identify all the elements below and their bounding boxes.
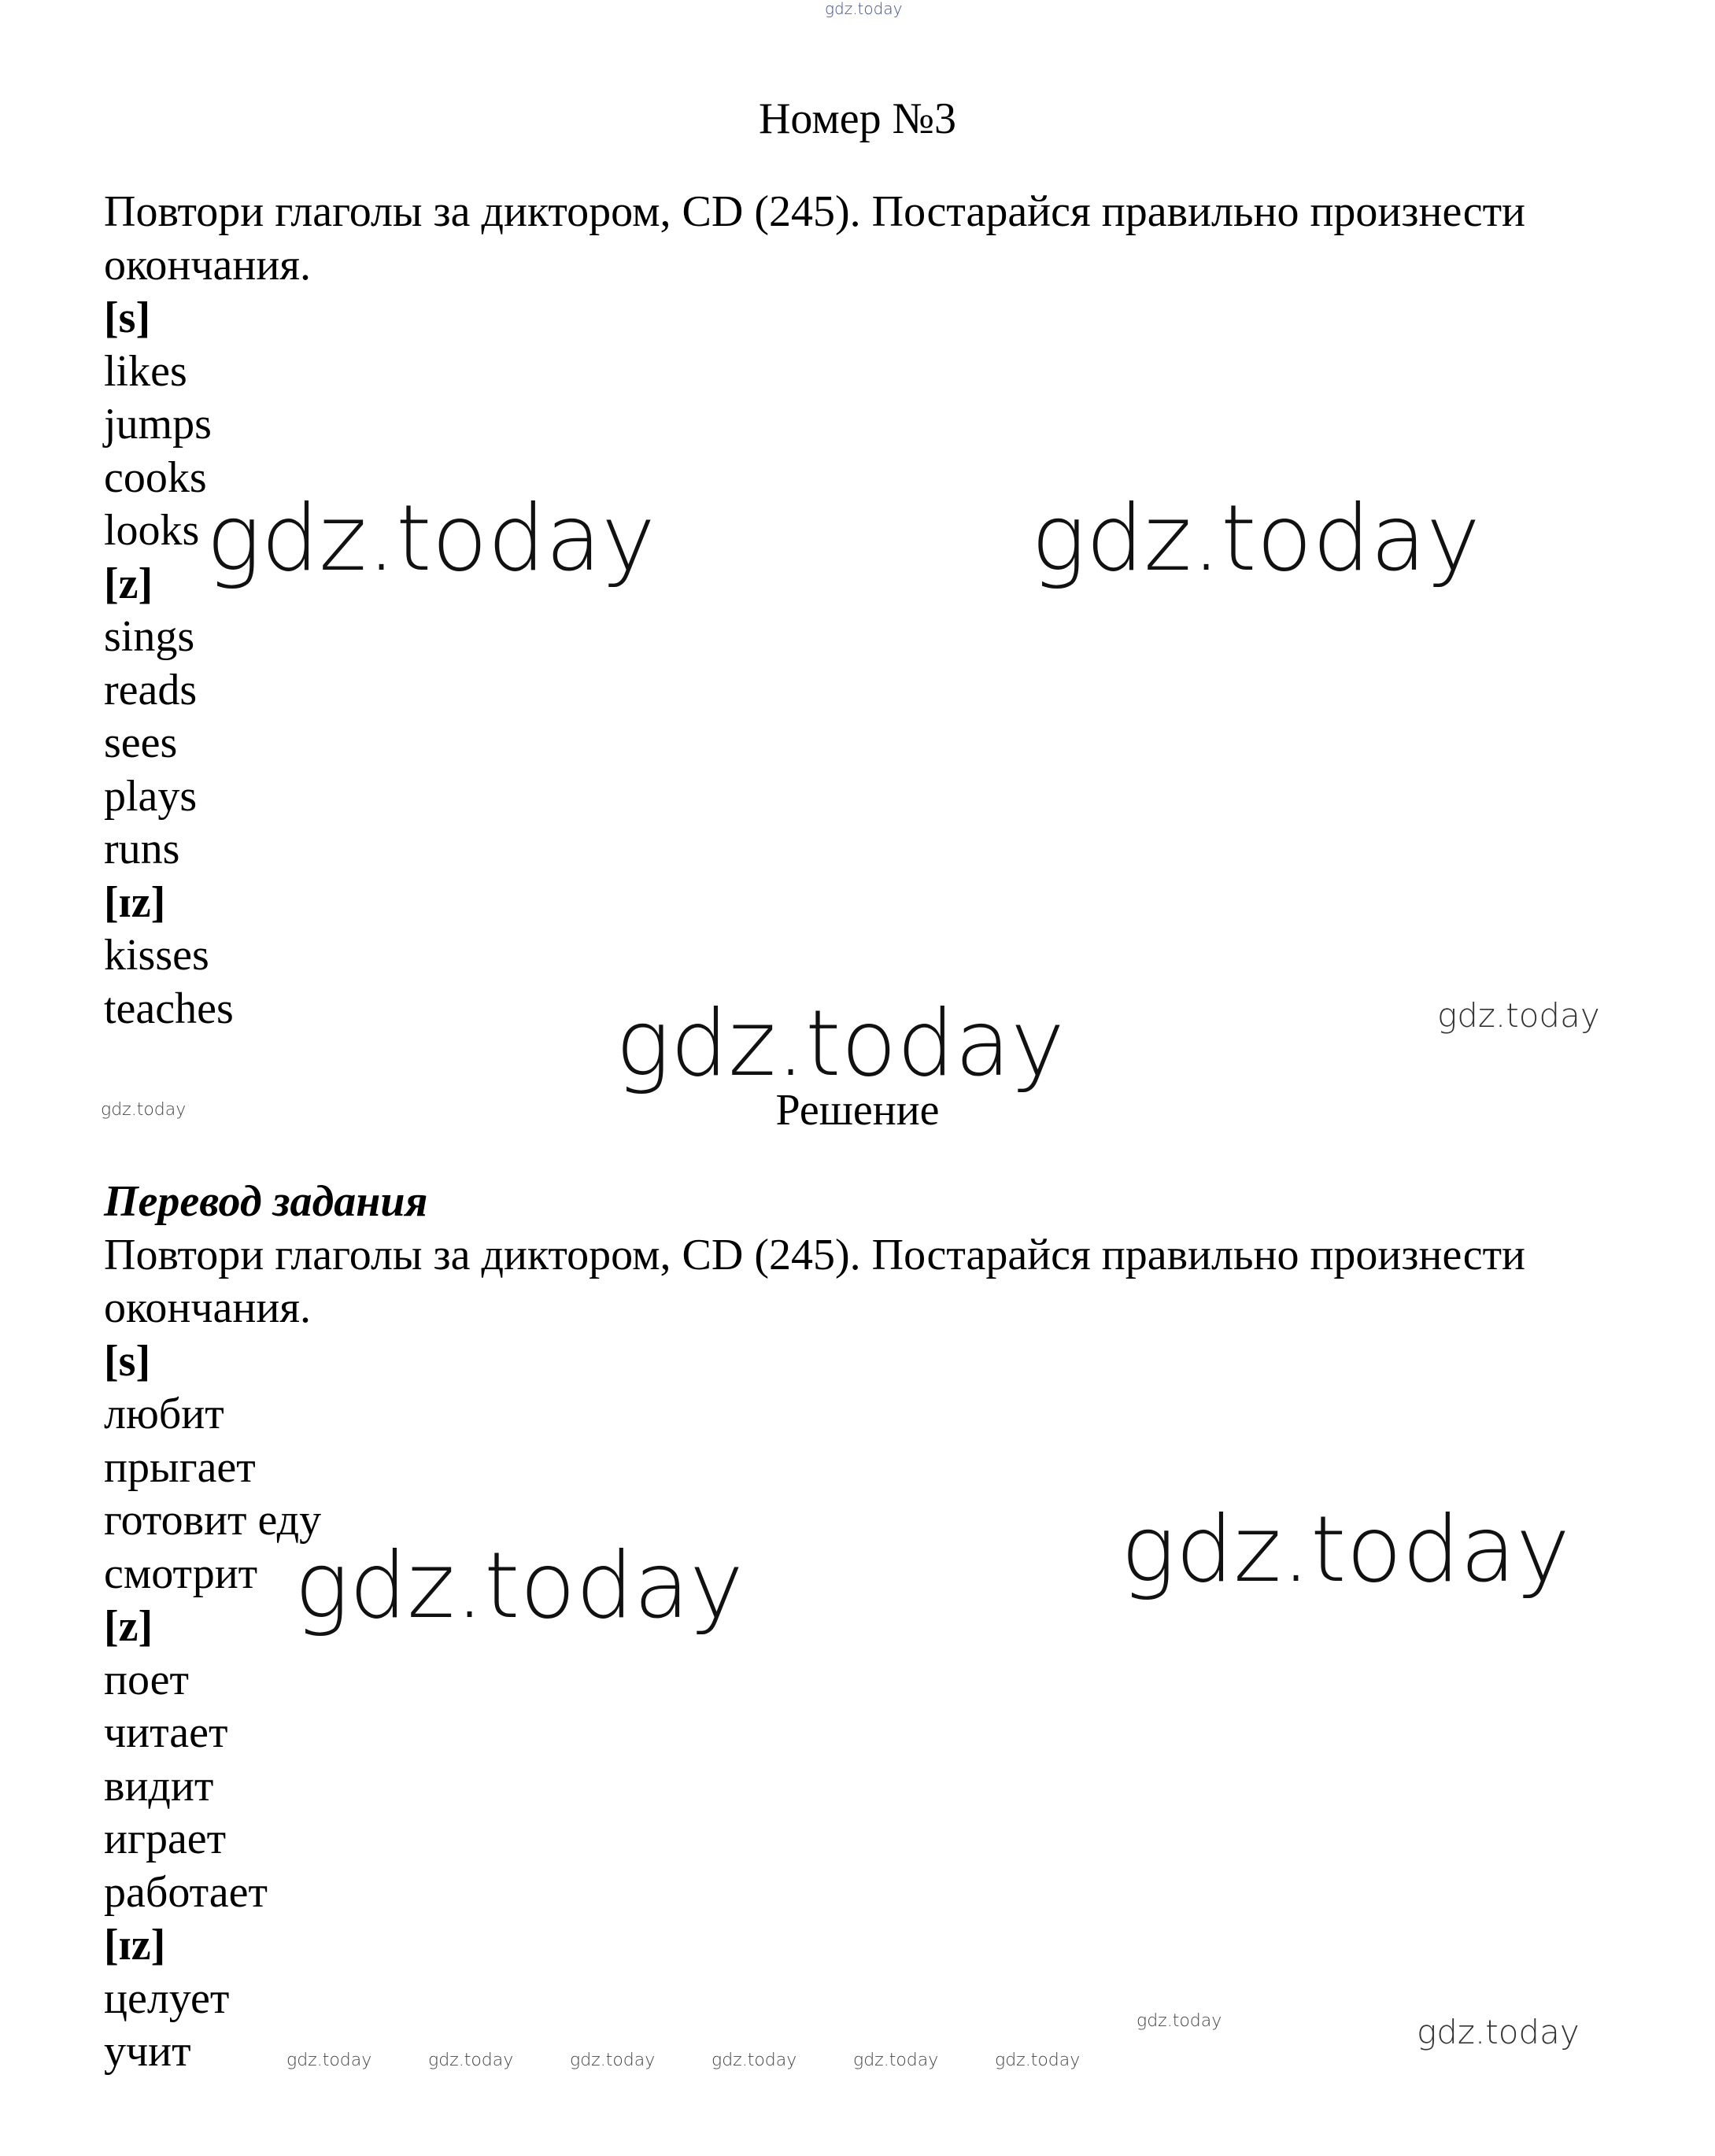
translation-instruction-line2: окончания. [104,1283,312,1332]
task-section [104,186,1647,1036]
translation-instruction-line1: Повтори глаголы за диктором, CD (245). Постарайся правильно произнести [104,1230,1526,1279]
sound-marker-iz: [ɪz] [104,877,166,927]
word-item: поет [104,1655,189,1704]
word-item: играет [104,1815,227,1863]
word-item: reads [104,665,198,714]
word-item: видит [104,1761,214,1811]
solution-label: Решение [775,1086,940,1135]
watermark: gdz.today [1121,1497,1570,1603]
watermark: gdz.today [1031,485,1480,592]
word-item: целует [104,1973,230,2023]
word-item: teaches [104,984,234,1033]
word-item: готовит еду [104,1496,322,1545]
sound-marker-z: [z] [104,559,153,608]
watermark: gdz.today [995,2051,1081,2070]
word-item: sings [104,612,195,661]
word-item: прыгает [104,1442,256,1492]
watermark: gdz.today [286,2051,372,2070]
watermark: gdz.today [101,1100,187,1120]
word-item: runs [104,825,180,873]
watermark: gdz.today [853,2051,939,2070]
word-item: kisses [104,931,209,980]
word-item: учит [104,2027,191,2076]
word-item: смотрит [104,1549,258,1598]
sound-marker-s: [s] [104,1336,151,1386]
watermark: gdz.today [570,2051,656,2070]
sound-marker-z: [z] [104,1602,153,1651]
word-item: работает [104,1867,268,1917]
watermark: gdz.today [1437,996,1600,1035]
word-item: любит [104,1390,224,1438]
word-item: looks [104,506,200,555]
word-item: likes [104,346,187,396]
word-item: читает [104,1708,228,1757]
translation-heading: Перевод задания [104,1177,428,1226]
watermark: gdz.today [294,1533,744,1639]
sound-marker-iz: [ɪz] [104,1921,166,1970]
watermark: gdz.today [1417,2013,1580,2051]
watermark: gdz.today [615,991,1065,1097]
task-instruction-line1: Повтори глаголы за диктором, CD (245). Постарайся правильно произнести [104,187,1526,236]
watermark-top: gdz.today [825,0,903,18]
word-item: jumps [104,400,212,449]
sound-marker-s: [s] [104,293,151,342]
watermark: gdz.today [1137,2011,1222,2031]
task-instruction-line2: окончания. [104,240,312,290]
word-item: plays [104,771,198,821]
page-title: Номер №3 [758,94,957,143]
watermark: gdz.today [712,2051,797,2070]
word-item: sees [104,718,178,767]
word-item: cooks [104,452,207,502]
watermark: gdz.today [428,2051,514,2070]
watermark: gdz.today [206,485,656,592]
